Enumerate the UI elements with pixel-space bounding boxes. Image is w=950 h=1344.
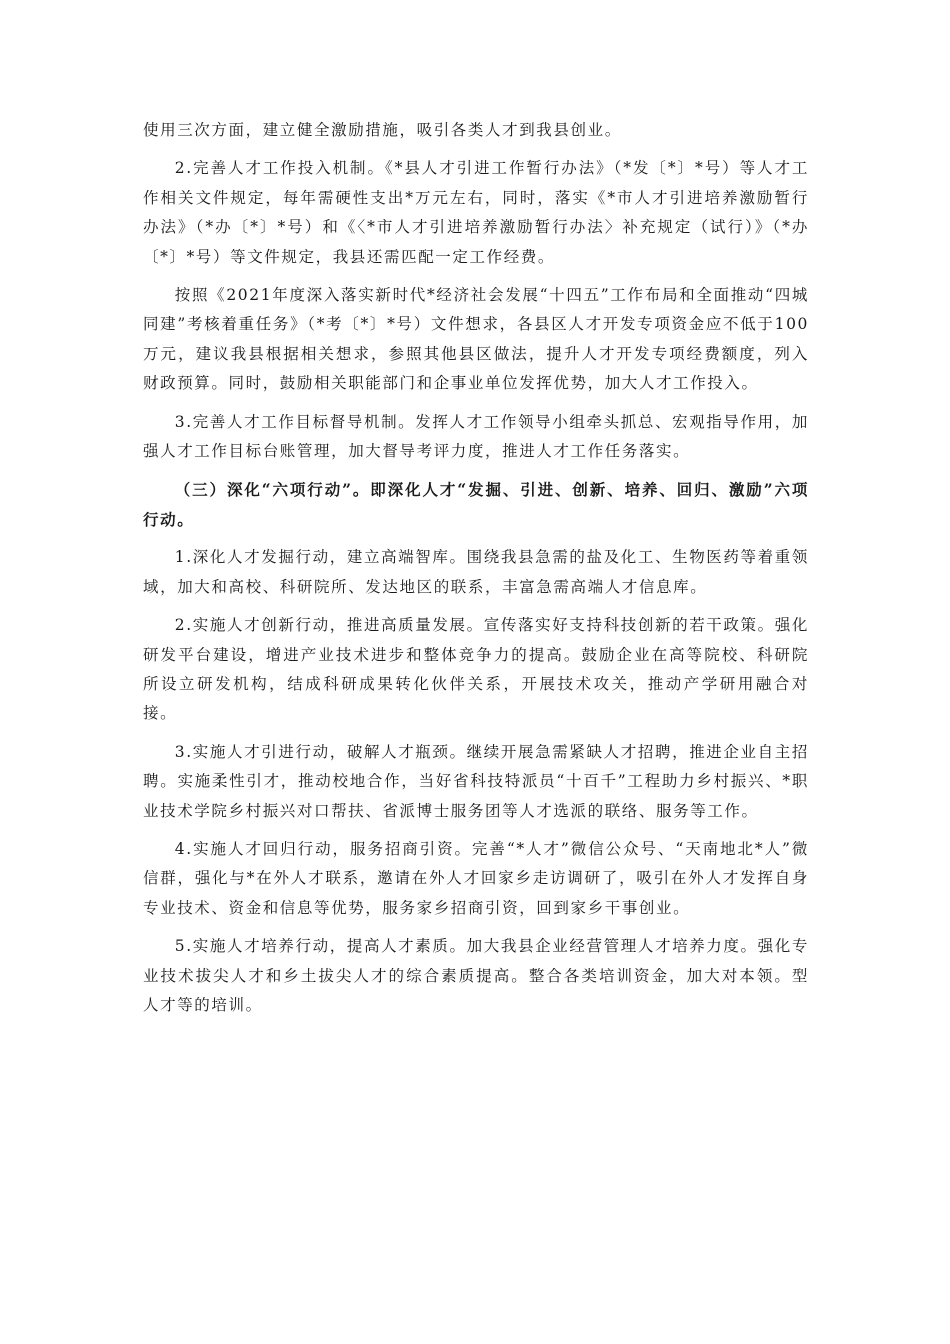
- section-heading-six-actions: （三）深化“六项行动”。即深化人才“发掘、引进、创新、培养、回归、激励”六项行动。: [143, 480, 809, 529]
- paragraph-talent-discovery: 1.深化人才发掘行动，建立高端智库。围绕我县急需的盐及化工、生物医药等着重领域，加大和高校、科研院所、发达地区的联系，丰富急需高端人才信息库。: [143, 548, 809, 596]
- paragraph-talent-introduction: 3.实施人才引进行动，破解人才瓶颈。继续开展急需紧缺人才招聘，推进企业自主招聘。实施柔性引才，推动校地合作，当好省科技特派员“十百千”工程助力乡村振兴、*职业技术学院乡村振兴对口帮扶、省派博士服务团等人才选派的联络、服务等工作。: [143, 742, 809, 820]
- paragraph-supervision-mechanism: 3.完善人才工作目标督导机制。发挥人才工作领导小组牵头抓总、宏观指导作用，加强人才工作目标台账管理，加大督导考评力度，推进人才工作任务落实。: [143, 412, 809, 461]
- paragraph-funding-mechanism: 2.完善人才工作投入机制。《*县人才引进工作暂行办法》（*发〔*〕*号）等人才工作相关文件规定，每年需硬性支出*万元左右，同时，落实《*市人才引进培养激励暂行办法》（*办〔*〕*号）和《〈*市人才引进培养激励暂行办法〉补充规定（试行）》（*办〔*〕*号）等文件规定，我县还需匹配一定工作经费。: [143, 159, 809, 266]
- paragraph-talent-innovation: 2.实施人才创新行动，推进高质量发展。宣传落实好支持科技创新的若干政策。强化研发平台建设，增进产业技术进步和整体竞争力的提高。鼓励企业在高等院校、科研院所设立研发机构，结成科研成果转化伙伴关系，开展技术攻关，推动产学研用融合对接。: [143, 616, 809, 723]
- paragraph-continuation: 使用三次方面，建立健全激励措施，吸引各类人才到我县创业。: [143, 121, 622, 139]
- paragraph-talent-return: 4.实施人才回归行动，服务招商引资。完善“*人才”微信公众号、“天南地北*人”微信群，强化与*在外人才联系，邀请在外人才回家乡走访调研了，吸引在外人才发挥自身专业技术、资金和信息等优势，服务家乡招商引资，回到家乡干事创业。: [143, 839, 809, 917]
- document-page: [143, 116, 809, 1029]
- paragraph-talent-training: 5.实施人才培养行动，提高人才素质。加大我县企业经营管理人才培养力度。强化专业技术拔尖人才和乡土拔尖人才的综合素质提高。整合各类培训资金，加大对本领。型人才等的培训。: [143, 937, 809, 1014]
- paragraph-funding-budget: 按照《2021年度深入落实新时代*经济社会发展“十四五”工作布局和全面推动“四城同建”考核着重任务》（*考〔*〕*号）文件想求，各县区人才开发专项资金应不低于100万元，建议我县根据相关想求，参照其他县区做法，提升人才开发专项经费额度，列入财政预算。同时，鼓励相关职能部门和企事业单位发挥优势，加大人才工作投入。: [143, 286, 809, 393]
